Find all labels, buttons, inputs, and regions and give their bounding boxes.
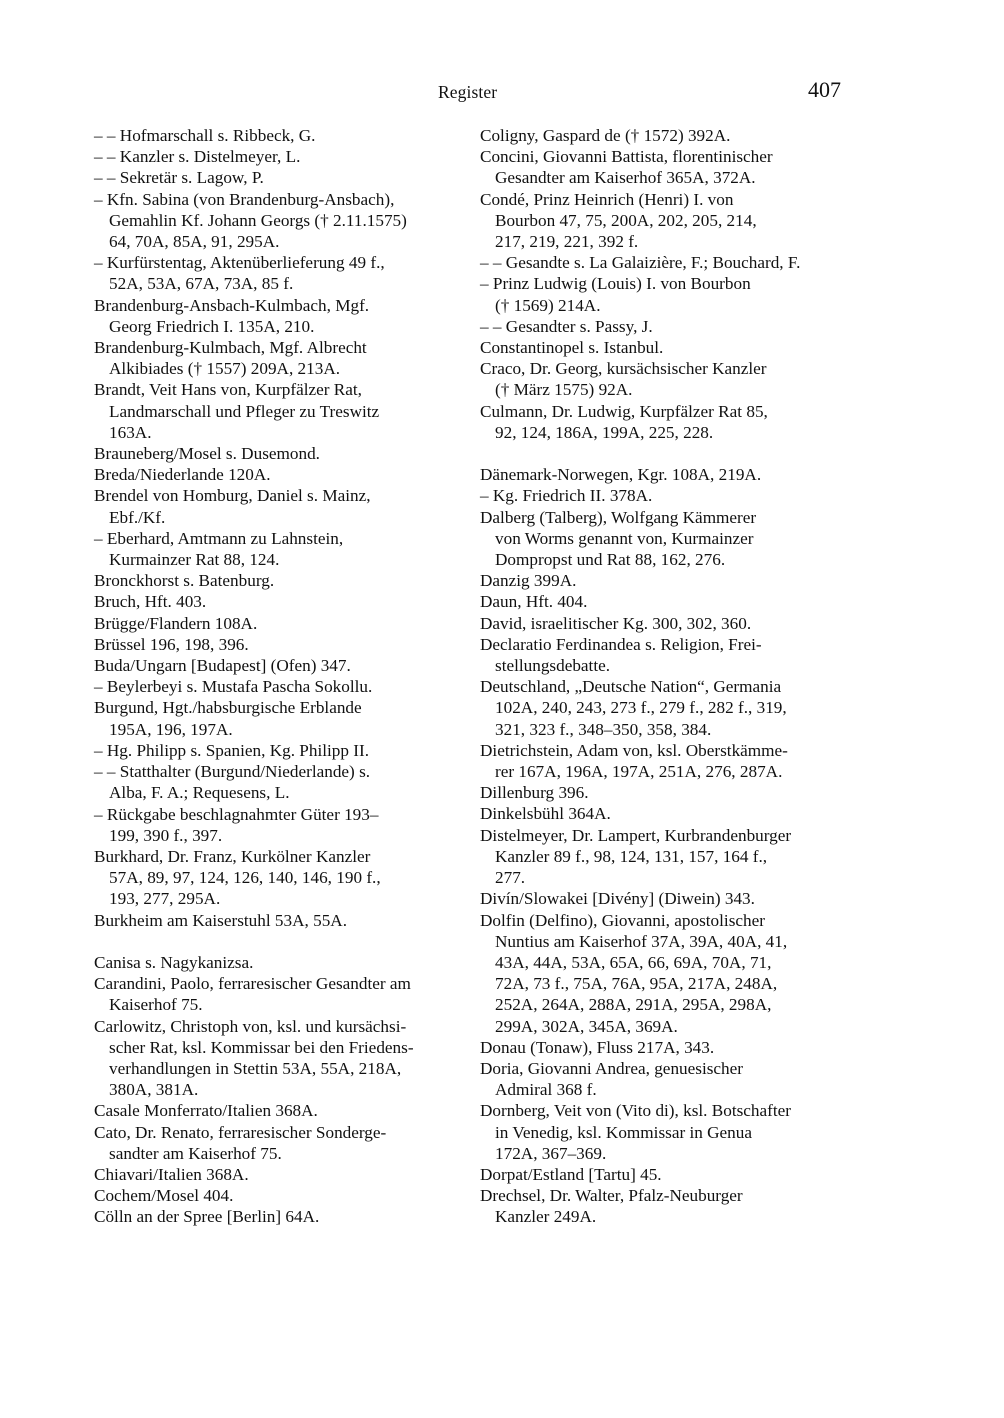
index-entry — [94, 1122, 464, 1164]
index-entry — [94, 740, 464, 761]
index-entry — [94, 1185, 464, 1206]
index-entry — [480, 401, 852, 443]
index-entry — [94, 337, 464, 379]
index-entry — [94, 761, 464, 803]
index-entry-line: Kanzler 249A. — [495, 1207, 597, 1227]
index-entry-line: Craco, Dr. Georg, kursächsischer Kanzler — [480, 359, 767, 379]
index-entry-line: – Rückgabe beschlagnahmter Güter 193– — [94, 804, 379, 824]
index-entry — [94, 295, 464, 337]
index-entry-line: 163A. — [109, 422, 152, 442]
index-entry-line: Cölln an der Spree [Berlin] 64A. — [94, 1207, 320, 1227]
index-entry-line: – Hg. Philipp s. Spanien, Kg. Philipp II. — [94, 740, 370, 760]
index-entry-line: – – Kanzler s. Distelmeyer, L. — [94, 147, 301, 167]
index-entry-line: 321, 323 f., 348–350, 358, 384. — [495, 719, 712, 739]
index-entry-line: Chiavari/Italien 368A. — [94, 1164, 249, 1184]
index-entry — [94, 676, 464, 697]
index-entry — [480, 570, 852, 591]
index-entry-line: Kurmainzer Rat 88, 124. — [109, 550, 280, 570]
index-entry-line: Brandenburg-Kulmbach, Mgf. Albrecht — [94, 338, 367, 358]
index-entry-line: Brauneberg/Mosel s. Dusemond. — [94, 444, 320, 464]
index-entry-line: – – Gesandte s. La Galaizière, F.; Bouchard, F. — [480, 253, 801, 273]
index-entry — [480, 485, 852, 506]
index-entry — [480, 1058, 852, 1100]
index-entry-line: Gesandter am Kaiserhof 365A, 372A. — [495, 168, 756, 188]
index-entry-line: Dompropst und Rat 88, 162, 276. — [495, 550, 726, 570]
index-entry-line: Kanzler 89 f., 98, 124, 131, 157, 164 f., — [495, 846, 768, 866]
index-entry — [480, 1164, 852, 1185]
index-entry — [94, 167, 464, 188]
index-entry-line: stellungsdebatte. — [495, 656, 611, 676]
index-entry-line: Dolfin (Delfino), Giovanni, apostolischer — [480, 910, 765, 930]
index-entry-line: 193, 277, 295A. — [109, 889, 221, 909]
index-entry-line: 43A, 44A, 53A, 65A, 66, 69A, 70A, 71, — [495, 952, 772, 972]
index-entry-line: David, israelitischer Kg. 300, 302, 360. — [480, 613, 752, 633]
index-entry — [94, 189, 464, 253]
index-entry — [480, 358, 852, 400]
index-entry-line: Dorpat/Estland [Tartu] 45. — [480, 1164, 662, 1184]
index-entry-line: Carlowitz, Christoph von, ksl. und kursächsi- — [94, 1016, 407, 1036]
index-entry-line: – Kurfürstentag, Aktenüberlieferung 49 f., — [94, 253, 385, 273]
index-entry-line: Admiral 368 f. — [495, 1080, 597, 1100]
index-entry — [94, 846, 464, 910]
index-entry — [94, 1206, 464, 1227]
index-entry-line: Gemahlin Kf. Johann Georgs († 2.11.1575) — [109, 210, 407, 230]
index-entry-line: scher Rat, ksl. Kommissar bei den Friedens- — [109, 1037, 414, 1057]
index-entry — [94, 570, 464, 591]
index-entry-line: Bourbon 47, 75, 200A, 202, 205, 214, — [495, 210, 757, 230]
index-entry — [94, 1164, 464, 1185]
index-entry — [94, 464, 464, 485]
section-gap — [94, 931, 464, 952]
index-entry-line: Dänemark-Norwegen, Kgr. 108A, 219A. — [480, 465, 762, 485]
index-entry — [480, 464, 852, 485]
index-entry-line: Coligny, Gaspard de († 1572) 392A. — [480, 126, 731, 145]
index-entry-line: Dalberg (Talberg), Wolfgang Kämmerer — [480, 507, 757, 527]
index-entry — [480, 316, 852, 337]
index-entry-line: Dillenburg 396. — [480, 783, 589, 803]
index-entry-line: Landmarschall und Pfleger zu Treswitz — [109, 401, 380, 421]
index-entry-line: rer 167A, 196A, 197A, 251A, 276, 287A. — [495, 762, 783, 782]
index-entry — [480, 273, 852, 315]
index-entry — [94, 910, 464, 931]
index-entry-line: 72A, 73 f., 75A, 76A, 95A, 217A, 248A, — [495, 974, 778, 994]
index-entry-line: – – Sekretär s. Lagow, P. — [94, 168, 264, 188]
index-column-left — [94, 125, 464, 1228]
index-entry-line: Cato, Dr. Renato, ferraresischer Sonderge- — [94, 1122, 387, 1142]
index-entry-line: Doria, Giovanni Andrea, genuesischer — [480, 1058, 743, 1078]
index-entry-line: 277. — [495, 868, 526, 888]
index-entry-line: Nuntius am Kaiserhof 37A, 39A, 40A, 41, — [495, 931, 788, 951]
index-entry-line: – Prinz Ludwig (Louis) I. von Bourbon — [480, 274, 751, 294]
index-entry-line: Brüssel 196, 198, 396. — [94, 634, 249, 654]
index-entry — [480, 825, 852, 889]
index-entry — [480, 782, 852, 803]
index-entry — [480, 337, 852, 358]
index-entry-line: Distelmeyer, Dr. Lampert, Kurbrandenburger — [480, 825, 792, 845]
index-entry-line: 252A, 264A, 288A, 291A, 295A, 298A, — [495, 995, 772, 1015]
index-entry-line: 64, 70A, 85A, 91, 295A. — [109, 232, 280, 252]
index-entry — [480, 676, 852, 740]
index-entry — [480, 803, 852, 824]
index-entry-line: Constantinopel s. Istanbul. — [480, 338, 664, 358]
index-entry-line: 102A, 240, 243, 273 f., 279 f., 282 f., 319, — [495, 698, 787, 718]
index-entry-line: – Kfn. Sabina (von Brandenburg-Ansbach), — [94, 189, 395, 209]
index-entry-line: 92, 124, 186A, 199A, 225, 228. — [495, 422, 714, 442]
index-entry — [480, 252, 852, 273]
index-entry-line: Brandenburg-Ansbach-Kulmbach, Mgf. — [94, 295, 370, 315]
index-entry — [480, 1185, 852, 1227]
index-entry — [480, 146, 852, 188]
index-entry-line: Ebf./Kf. — [109, 507, 166, 527]
index-entry — [94, 613, 464, 634]
index-entry — [480, 507, 852, 571]
index-column-right — [480, 125, 852, 1228]
index-entry-line: Breda/Niederlande 120A. — [94, 465, 271, 485]
index-entry-line: († 1569) 214A. — [495, 295, 601, 315]
index-entry-line: sandter am Kaiserhof 75. — [109, 1143, 282, 1163]
index-entry-line: 299A, 302A, 345A, 369A. — [495, 1016, 678, 1036]
index-entry — [94, 379, 464, 443]
index-entry-line: Georg Friedrich I. 135A, 210. — [109, 316, 315, 336]
index-entry-line: Declaratio Ferdinandea s. Religion, Frei- — [480, 634, 762, 654]
index-entry-line: Dietrichstein, Adam von, ksl. Oberstkämme- — [480, 740, 788, 760]
index-entry — [480, 634, 852, 676]
index-entry-line: – – Gesandter s. Passy, J. — [480, 316, 653, 336]
index-entry-line: – Kg. Friedrich II. 378A. — [480, 486, 653, 506]
index-entry-line: Burkhard, Dr. Franz, Kurkölner Kanzler — [94, 846, 371, 866]
index-entry-line: Alba, F. A.; Requesens, L. — [109, 783, 290, 803]
index-entry-line: – – Hofmarschall s. Ribbeck, G. — [94, 126, 316, 145]
index-entry — [94, 528, 464, 570]
index-entry — [94, 804, 464, 846]
index-entry — [480, 125, 852, 146]
index-entry — [480, 591, 852, 612]
index-entry — [94, 655, 464, 676]
index-entry-line: Buda/Ungarn [Budapest] (Ofen) 347. — [94, 656, 351, 676]
index-entry — [480, 613, 852, 634]
index-entry-line: Dinkelsbühl 364A. — [480, 804, 611, 824]
index-entry-line: – – Statthalter (Burgund/Niederlande) s. — [94, 762, 371, 782]
index-entry-line: in Venedig, ksl. Kommissar in Genua — [495, 1122, 752, 1142]
index-entry-line: Concini, Giovanni Battista, florentinischer — [480, 147, 773, 167]
index-entry — [94, 146, 464, 167]
index-entry-line: Brendel von Homburg, Daniel s. Mainz, — [94, 486, 371, 506]
index-entry-line: Culmann, Dr. Ludwig, Kurpfälzer Rat 85, — [480, 401, 768, 421]
index-entry-line: 195A, 196, 197A. — [109, 719, 233, 739]
index-entry — [480, 910, 852, 1037]
index-entry — [94, 125, 464, 146]
index-entry-line: Donau (Tonaw), Fluss 217A, 343. — [480, 1037, 715, 1057]
index-entry — [480, 1100, 852, 1164]
index-entry-line: 199, 390 f., 397. — [109, 825, 223, 845]
index-entry — [94, 973, 464, 1015]
index-entry-line: Kaiserhof 75. — [109, 995, 203, 1015]
index-entry-line: Divín/Slowakei [Divény] (Diwein) 343. — [480, 889, 755, 909]
index-entry-line: Cochem/Mosel 404. — [94, 1186, 234, 1206]
index-entry-line: verhandlungen in Stettin 53A, 55A, 218A, — [109, 1058, 402, 1078]
index-entry-line: Burkheim am Kaiserstuhl 53A, 55A. — [94, 910, 348, 930]
index-entry — [94, 591, 464, 612]
section-gap — [480, 443, 852, 464]
index-entry-line: Danzig 399A. — [480, 571, 577, 591]
running-title: Register — [438, 82, 498, 102]
index-entry-line: Canisa s. Nagykanizsa. — [94, 952, 254, 972]
index-entry-line: – Beylerbeyi s. Mustafa Pascha Sokollu. — [94, 677, 373, 697]
index-entry-line: 57A, 89, 97, 124, 126, 140, 146, 190 f., — [109, 868, 381, 888]
index-entry — [94, 634, 464, 655]
index-entry — [94, 1016, 464, 1101]
index-entry-line: – Eberhard, Amtmann zu Lahnstein, — [94, 528, 344, 548]
index-entry-line: von Worms genannt von, Kurmainzer — [495, 528, 754, 548]
index-entry-line: 172A, 367–369. — [495, 1143, 607, 1163]
index-entry-line: Drechsel, Dr. Walter, Pfalz-Neuburger — [480, 1186, 743, 1206]
index-entry — [480, 1037, 852, 1058]
index-entry-line: Bruch, Hft. 403. — [94, 592, 207, 612]
index-entry-line: Bronckhorst s. Batenburg. — [94, 571, 275, 591]
index-entry — [94, 485, 464, 527]
index-entry-line: († März 1575) 92A. — [495, 380, 633, 400]
index-entry-line: 217, 219, 221, 392 f. — [495, 232, 639, 252]
index-entry — [94, 697, 464, 739]
index-entry-line: Daun, Hft. 404. — [480, 592, 588, 612]
index-entry-line: Deutschland, „Deutsche Nation“, Germania — [480, 677, 782, 697]
index-entry-line: 52A, 53A, 67A, 73A, 85 f. — [109, 274, 294, 294]
index-entry-line: Brandt, Veit Hans von, Kurpfälzer Rat, — [94, 380, 362, 400]
index-entry-line: Brügge/Flandern 108A. — [94, 613, 258, 633]
index-entry — [480, 189, 852, 253]
index-entry-line: Dornberg, Veit von (Vito di), ksl. Botschafter — [480, 1101, 792, 1121]
index-entry — [94, 1100, 464, 1121]
index-entry — [94, 952, 464, 973]
index-entry-line: Carandini, Paolo, ferraresischer Gesandter am — [94, 974, 411, 994]
index-entry — [94, 252, 464, 294]
index-entry-line: Condé, Prinz Heinrich (Henri) I. von — [480, 189, 734, 209]
index-entry — [480, 740, 852, 782]
index-entry — [480, 888, 852, 909]
index-entry-line: 380A, 381A. — [109, 1080, 199, 1100]
page-number: 407 — [808, 77, 841, 102]
running-head — [0, 77, 1004, 110]
index-entry — [94, 443, 464, 464]
index-entry-line: Burgund, Hgt./habsburgische Erblande — [94, 698, 362, 718]
index-entry-line: Alkibiades († 1557) 209A, 213A. — [109, 359, 341, 379]
index-entry-line: Casale Monferrato/Italien 368A. — [94, 1101, 318, 1121]
